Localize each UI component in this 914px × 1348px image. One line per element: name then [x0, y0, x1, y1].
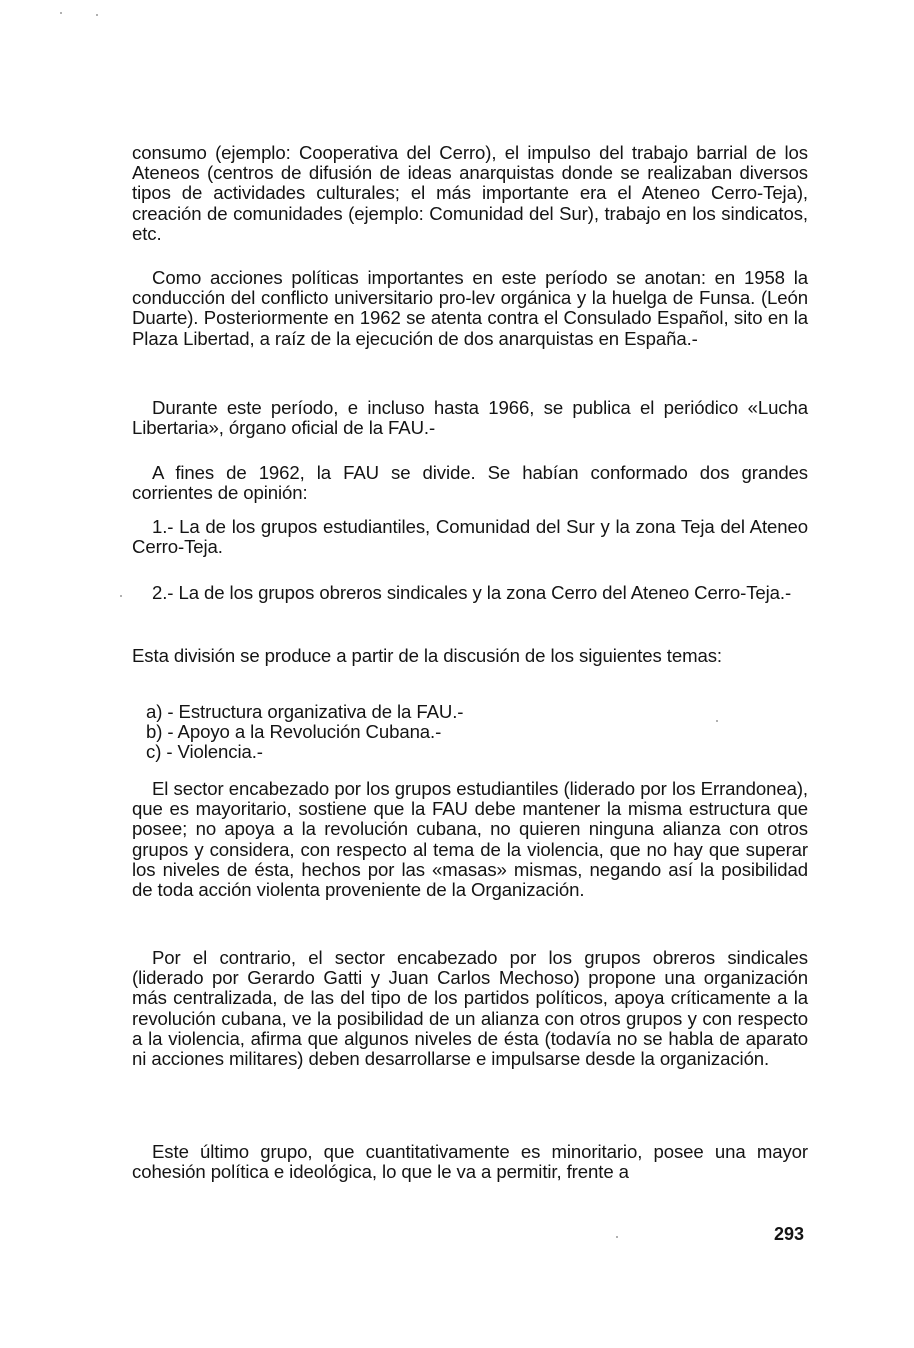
numbered-item-2: 2.- La de los grupos obreros sindicales y la zona Cerro del Ateneo Cerro-Teja.-	[152, 582, 792, 603]
paragraph-2: Como acciones políticas importantes en este período se anotan: en 1958 la conducción del conflicto universitario pro-lev orgánica y la huelga de Funsa. (León Duarte). Posteriormente en 1962 se atenta contra el Consulado Español, sito en la Plaza Libertad, a raíz de la ejecución de dos anarquistas en España.-	[132, 267, 808, 349]
scan-speck	[616, 1236, 618, 1238]
paragraph-8: Este último grupo, que cuantitativamente es minoritario, posee una mayor cohesión política e ideológica, lo que le va a permitir, frente a	[132, 1141, 808, 1183]
paragraph-7: Por el contrario, el sector encabezado por los grupos obreros sindicales (liderado por Gerardo Gatti y Juan Carlos Mechoso) propone una organización más centralizada, de las del tipo de los partidos políticos, apoya críticamente a la revolución cubana, ve la posibilidad de un alianza con otros grupos y con respecto a la violencia, afirma que algunos niveles de ésta (todavía no se habla de aparato ni acciones militares) deben desarrollarse e impulsarse desde la organización.	[132, 947, 808, 1070]
scan-speck	[716, 720, 718, 722]
list-item: b) - Apoyo a la Revolución Cubana.-	[146, 721, 442, 743]
scan-speck	[60, 12, 62, 14]
numbered-item-1: 1.- La de los grupos estudiantiles, Comunidad del Sur y la zona Teja del Ateneo Cerro-Teja.	[132, 516, 808, 558]
paragraph-5: Esta división se produce a partir de la discusión de los siguientes temas:	[132, 645, 722, 666]
paragraph-1: consumo (ejemplo: Cooperativa del Cerro), el impulso del trabajo barrial de los Ateneos (centros de difusión de ideas anarquistas donde se realizaban diversos tipos de actividades culturales; el más importante era el Ateneo Cerro-Teja), creación de comunidades (ejemplo: Comunidad del Sur), trabajo en los sindicatos, etc.	[132, 142, 808, 244]
scan-speck	[96, 14, 98, 16]
scan-speck	[120, 595, 122, 597]
page-number: 293	[774, 1224, 805, 1244]
list-item: c) - Violencia.-	[146, 741, 263, 763]
paragraph-3: Durante este período, e incluso hasta 1966, se publica el periódico «Lucha Libertaria», órgano oficial de la FAU.-	[132, 397, 808, 439]
list-item: a) - Estructura organizativa de la FAU.-	[146, 701, 464, 722]
paragraph-6: El sector encabezado por los grupos estudiantiles (liderado por los Errandonea), que es mayoritario, sostiene que la FAU debe mantener la misma estructura que posee; no apoya a la revolución cubana, no quieren ninguna alianza con otros grupos y considera, con respecto al tema de la violencia, que no hay que superar los niveles de ésta, hechos por las «masas» mismas, negando así la posibilidad de toda acción violenta proveniente de la Organización.	[132, 778, 808, 901]
topic-list	[132, 702, 822, 763]
paragraph-4: A fines de 1962, la FAU se divide. Se habían conformado dos grandes corrientes de opinión:	[132, 462, 808, 504]
